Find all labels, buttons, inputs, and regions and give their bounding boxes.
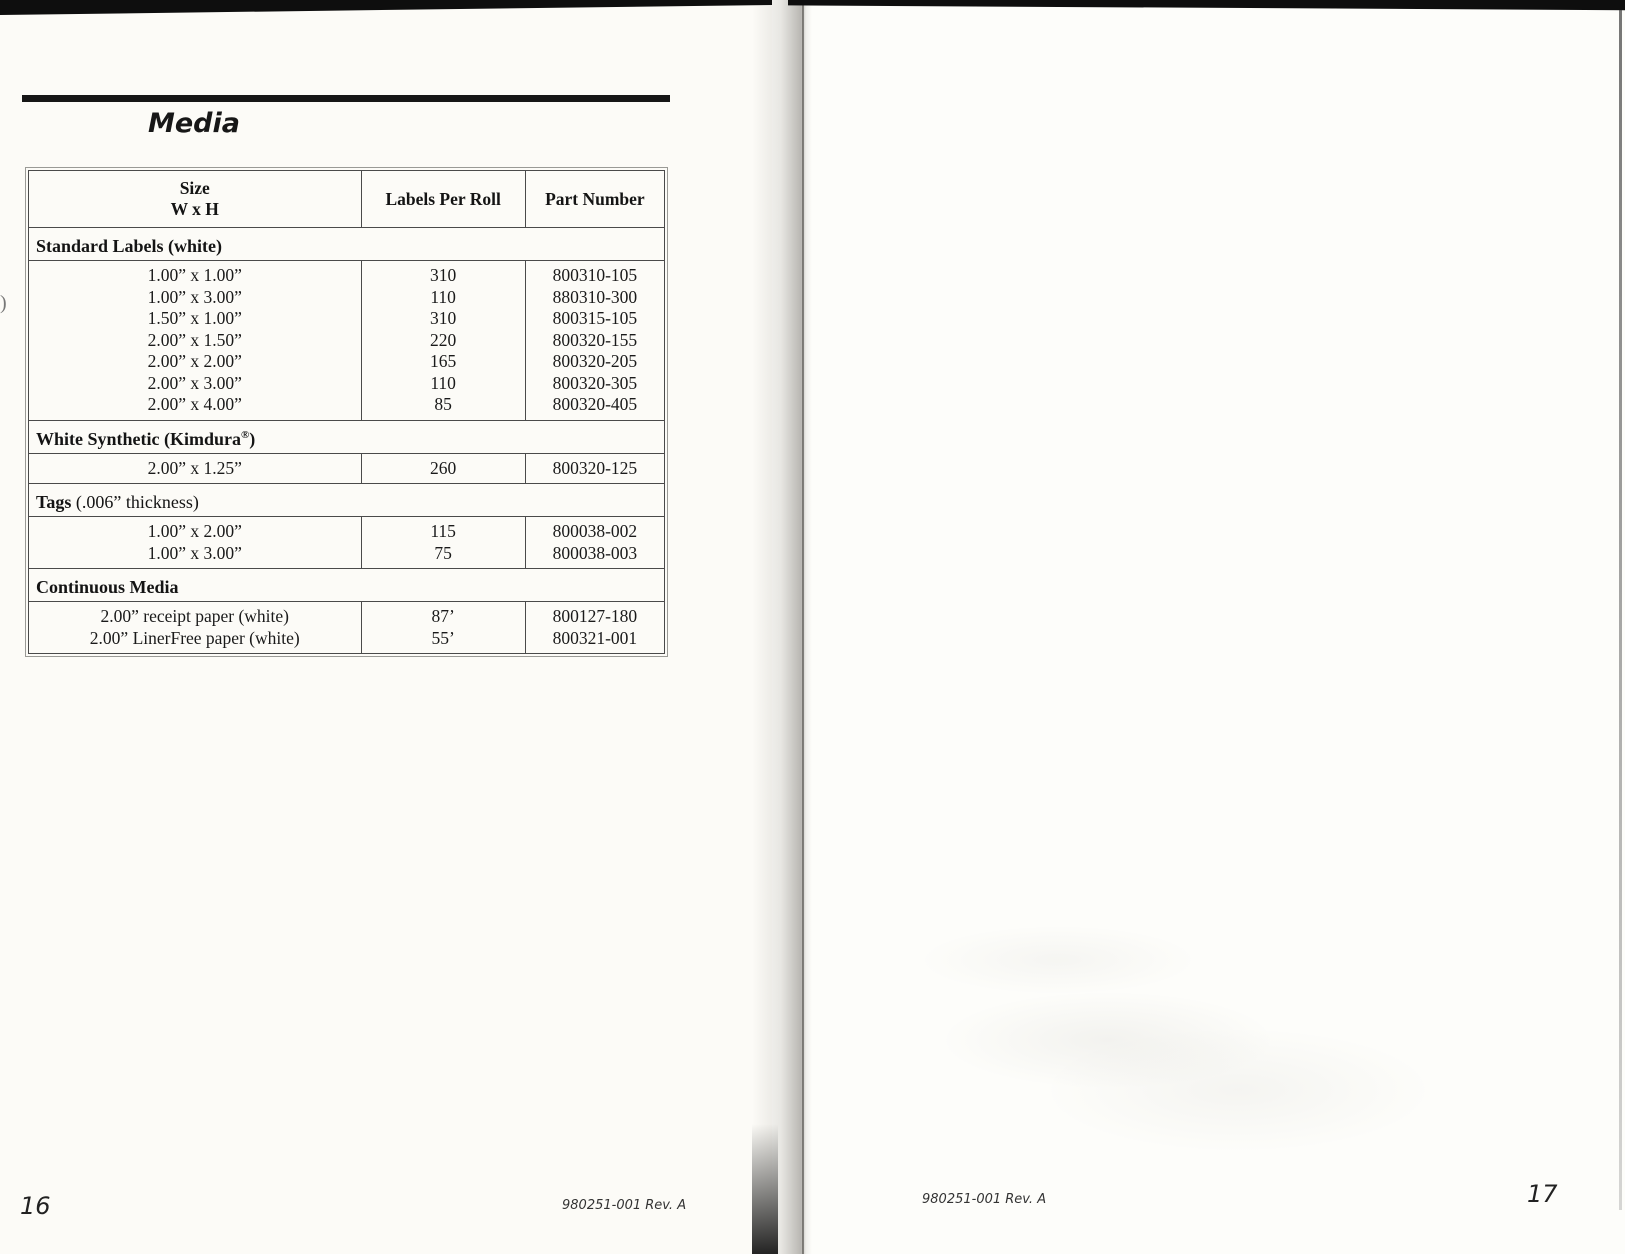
cell-part-number: 800321-001 [525,628,664,654]
scan-edge-right [1619,10,1622,1210]
col-header-size-line1: Size [179,178,210,198]
cell-size: 2.00” x 1.50” [147,329,242,350]
cell-size: 2.00” LinerFree paper (white) [89,627,300,648]
cell-part-number: 800310-105 [525,261,664,287]
col-header-part-number: Part Number [525,171,664,228]
cell-labels-per-roll: 220 [361,330,525,352]
cell-size: 2.00” x 3.00” [147,372,242,393]
table-row [29,261,665,287]
cell-part-number: 800127-180 [525,602,664,628]
book-spine-line [802,0,804,1254]
media-specs-table [28,170,665,654]
scan-artifact-mark: ) [0,292,7,314]
col-header-labels-per-roll: Labels Per Roll [361,171,525,228]
section-header-continuous-media [29,569,665,602]
cell-part-number: 800320-405 [525,394,664,420]
cell-size: 1.00” x 3.00” [147,542,242,563]
cell-size: 2.00” x 2.00” [147,351,242,371]
table-row [29,373,665,395]
table-header-row [29,171,665,228]
cell-labels-per-roll: 310 [361,261,525,287]
section-title: White Synthetic (Kimdura [36,428,241,449]
cell-labels-per-roll: 260 [361,453,525,484]
cell-part-number: 800320-305 [525,373,664,395]
page-title: Media [148,108,240,139]
page-number-right: 17 [1527,1180,1558,1208]
cell-part-number: 800038-003 [525,543,664,569]
cell-labels-per-roll: 87’ [361,602,525,628]
section-title: Continuous Media [36,577,179,597]
doc-number-footer-left: 980251-001 Rev. A [562,1198,687,1213]
section-header-standard-labels [29,228,665,261]
cell-labels-per-roll: 85 [361,394,525,420]
cell-part-number: 800320-125 [525,453,664,484]
table-row [29,394,665,420]
registered-mark: ® [241,428,250,441]
cell-part-number: 800315-105 [525,308,664,330]
right-page [808,0,1625,1254]
cell-labels-per-roll: 165 [361,351,525,373]
table-row [29,287,665,309]
cell-size: 1.00” x 2.00” [147,521,242,541]
table-row [29,517,665,543]
cell-labels-per-roll: 75 [361,543,525,569]
cell-part-number: 800320-205 [525,351,664,373]
cell-size: 1.50” x 1.00” [147,308,242,328]
media-table [25,167,668,657]
cell-labels-per-roll: 110 [361,287,525,309]
cell-size: 1.00” x 3.00” [147,286,242,307]
section-divider-rule [22,95,670,102]
page-number-left: 16 [20,1192,51,1220]
cell-part-number: 880310-300 [525,287,664,309]
col-header-size [29,171,362,228]
cell-labels-per-roll: 110 [361,373,525,395]
doc-number-footer-right: 980251-001 Rev. A [922,1192,1047,1207]
table-row [29,330,665,352]
cell-size: 1.00” x 1.00” [147,265,242,285]
col-header-size-line2: W x H [170,199,219,219]
cell-labels-per-roll: 55’ [361,628,525,654]
cell-size: 2.00” x 1.25” [147,457,242,478]
table-row [29,602,665,628]
cell-part-number: 800320-155 [525,330,664,352]
section-header-tags: Tags (.006” thickness) [29,484,665,517]
table-row [29,543,665,569]
section-title: Tags [36,492,72,512]
book-spine-bottom-shadow [752,1124,778,1254]
table-row [29,453,665,484]
table-row [29,351,665,373]
table-row [29,308,665,330]
section-title: Standard Labels (white) [36,236,223,256]
table-row [29,628,665,654]
cell-size: 2.00” receipt paper (white) [100,606,290,626]
cell-size: 2.00” x 4.00” [147,394,242,414]
cell-labels-per-roll: 310 [361,308,525,330]
left-page [0,0,772,1254]
cell-labels-per-roll: 115 [361,517,525,543]
section-header-white-synthetic: White Synthetic (Kimdura®) [29,420,665,453]
cell-part-number: 800038-002 [525,517,664,543]
